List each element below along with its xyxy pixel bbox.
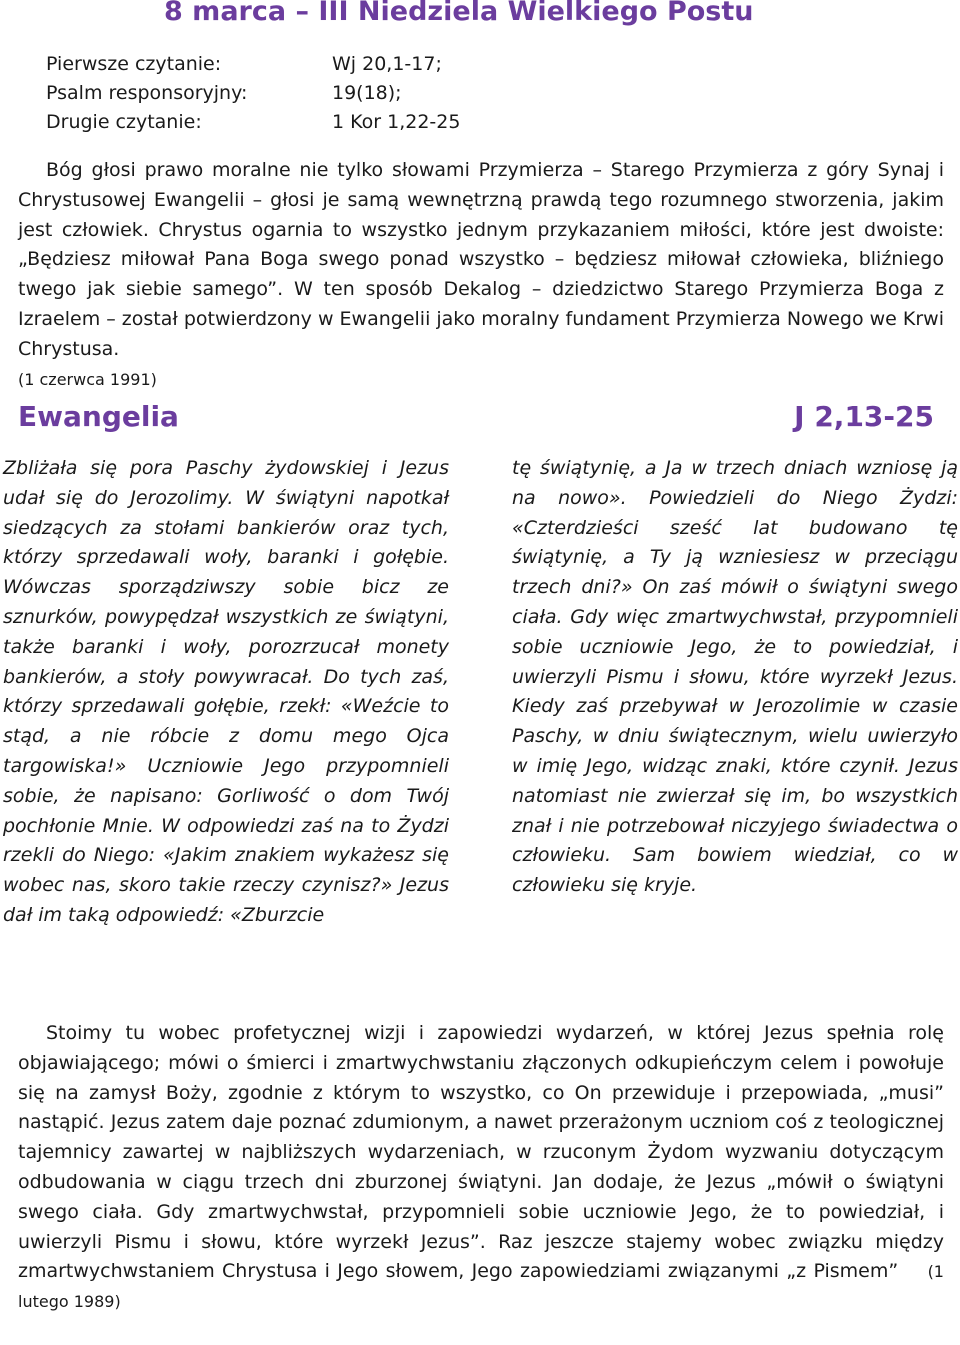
gospel-reference: J 2,13-25 — [794, 400, 934, 433]
reading-row-second — [46, 108, 460, 137]
gospel-title: Ewangelia — [18, 400, 179, 433]
intro-date: (1 czerwca 1991) — [18, 369, 157, 389]
reading-label: Psalm responsoryjny: — [46, 82, 248, 104]
readings-list — [46, 50, 460, 137]
gospel-heading — [18, 400, 934, 433]
reading-reference: 19(18); — [332, 82, 402, 104]
intro-text: Bóg głosi prawo moralne nie tylko słowami Przymierza – Starego Przymierza z góry Synaj i Chrystusowej Ewangelii – głosi je samą wewnętrzną prawdą tego rozumnego stworzenia, jakim jest człowiek. Chrystus ogarnia to wszystko jednym przykazaniem miłości, które jest dwoiste: „Będziesz miłował Pana Boga swego ponad wszystko – będziesz miłował człowieka, bliźniego twego jak siebie samego”. W ten sposób Dekalog – dziedzictwo Starego Przymierza Boga z Izraelem – został potwierdzony w Ewangelii jako moralny fundament Przymierza Nowego we Krwi Chrystusa. — [18, 159, 944, 360]
reading-row-psalm — [46, 79, 460, 108]
intro-paragraph — [18, 156, 944, 394]
commentary-text: Stoimy tu wobec profetycznej wizji i zapowiedzi wydarzeń, w której Jezus spełnia rolę objawiającego; mówi o śmierci i zmartwychwstaniu złączonych odkupieńczym celem i powołuje się na zamysł Boży, zgodnie z którym to wszystko, co On przewiduje i przepowiada, „musi” nastąpić. Jezus zatem daje poznać zdumionym, a nawet przerażonym uczniom coś z teologicznej tajemnicy zawartej w najbliższych wydarzeniach, w rzuconym Żydom wyzwaniu dotyczącym odbudowania w ciągu trzech dni zburzonej świątyni. Jan dodaje, że Jezus „mówił o świątyni swego ciała. Gdy zmartwychwstał, przypomnieli sobie uczniowie Jego, że to powiedział, i uwierzyli Pismu i słowu, które wyrzekł Jezus”. Raz jeszcze stajemy wobec związku między zmartwychwstaniem Chrystusa i Jego słowem, Jego zapowiedziami związanymi „z Pismem” — [18, 1022, 944, 1283]
reading-label: Drugie czytanie: — [46, 111, 202, 133]
reading-reference: 1 Kor 1,22-25 — [332, 111, 461, 133]
gospel-column-left: Zbliżała się pora Paschy żydowskiej i Jezus udał się do Jerozolimy. W świątyni napotkał siedzących za stołami bankierów oraz tych, którzy sprzedawali woły, baranki i gołębie. Wówczas sporządziwszy sobie bicz ze sznurków, powypędzał wszystkich ze świątyni, także baranki i woły, porozrzucał monety bankierów, a stoły powywracał. Do tych zaś, którzy sprzedawali gołębie, rzekł: «Weźcie to stąd, a nie róbcie z domu mego Ojca targowiska!» Uczniowie Jego przypomnieli sobie, że napisano: Gorliwość o dom Twój pochłonie Mnie. W odpowiedzi zaś na to Żydzi rzekli do Niego: «Jakim znakiem wykażesz się wobec nas, skoro takie rzeczy czynisz?» Jezus dał im taką odpowiedź: «Zburzcie — [3, 457, 449, 926]
page-title: 8 marca – III Niedziela Wielkiego Postu — [164, 0, 754, 27]
commentary-paragraph — [18, 1019, 944, 1317]
reading-reference: Wj 20,1-17; — [332, 53, 442, 75]
gospel-column-right: tę świątynię, a Ja w trzech dniach wzniosę ją na nowo». Powiedzieli do Niego Żydzi: «Czterdzieści sześć lat budowano tę świątynię, a Ty ją wzniesiesz w przeciągu trzech dni?» On zaś mówił o świątyni swego ciała. Gdy więc zmartwychwstał, przypomnieli sobie uczniowie Jego, że to powiedział, i uwierzyli Pismu i słowu, które wyrzekł Jezus. Kiedy zaś przebywał w Jerozolimie w czasie Paschy, w dniu świątecznym, wielu uwierzyło w imię Jego, widząc znaki, które czynił. Jezus natomiast nie zwierzał się im, bo wszystkich znał i nie potrzebował niczyjego świadectwa o człowieku. Sam bowiem wiedział, co w człowieku się kryje. — [512, 457, 958, 897]
reading-row-first — [46, 50, 460, 79]
reading-label: Pierwsze czytanie: — [46, 53, 222, 75]
commentary-date: (1 lutego 1989) — [18, 1262, 944, 1312]
